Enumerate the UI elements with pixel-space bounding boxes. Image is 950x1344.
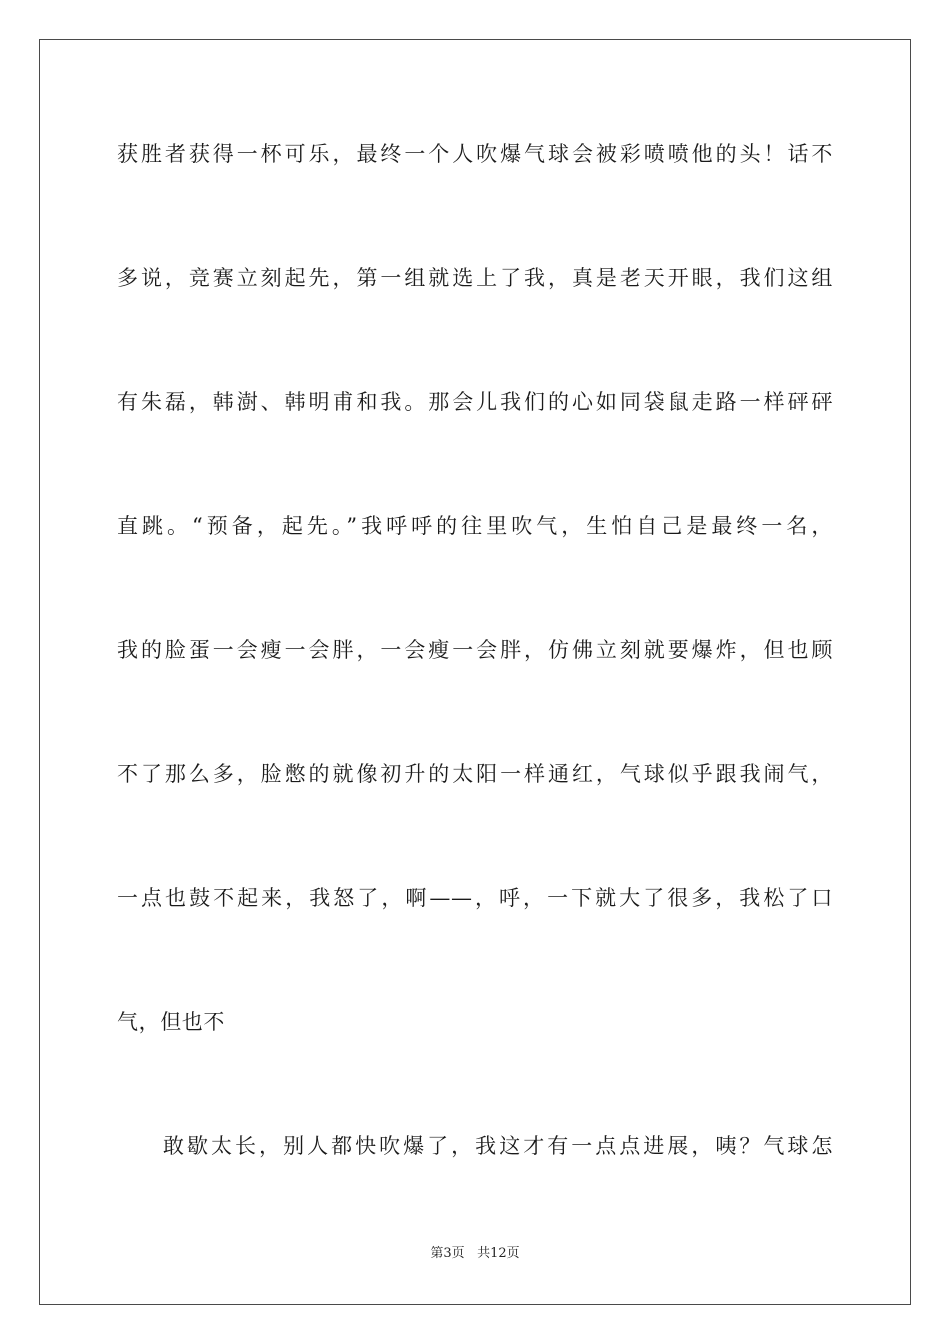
body-text-line: 有朱磊，韩澍、韩明甫和我。那会儿我们的心如同袋鼠走路一样砰砰 (117, 390, 833, 414)
page-total: 共12页 (477, 1246, 520, 1261)
body-text-line: 多说，竞赛立刻起先，第一组就选上了我，真是老天开眼，我们这组 (117, 266, 833, 290)
page-number: 第3页 (430, 1246, 465, 1261)
body-text-line: 获胜者获得一杯可乐，最终一个人吹爆气球会被彩喷喷他的头！话不 (117, 142, 833, 166)
body-text-line-indented: 敢歇太长，别人都快吹爆了，我这才有一点点进展，咦？气球怎 (163, 1134, 833, 1158)
body-text-line: 直跳。“预备，起先。”我呼呼的往里吹气，生怕自己是最终一名， (117, 514, 833, 538)
body-text-line: 不了那么多，脸憋的就像初升的太阳一样通红，气球似乎跟我闹气， (117, 762, 833, 786)
body-text-line: 一点也鼓不起来，我怒了，啊——，呼，一下就大了很多，我松了口 (117, 886, 833, 910)
page-footer (0, 1245, 950, 1263)
body-text-line: 气，但也不 (117, 1010, 225, 1034)
body-text-line: 我的脸蛋一会瘦一会胖，一会瘦一会胖，仿佛立刻就要爆炸，但也顾 (117, 638, 833, 662)
page-border (39, 39, 911, 1305)
